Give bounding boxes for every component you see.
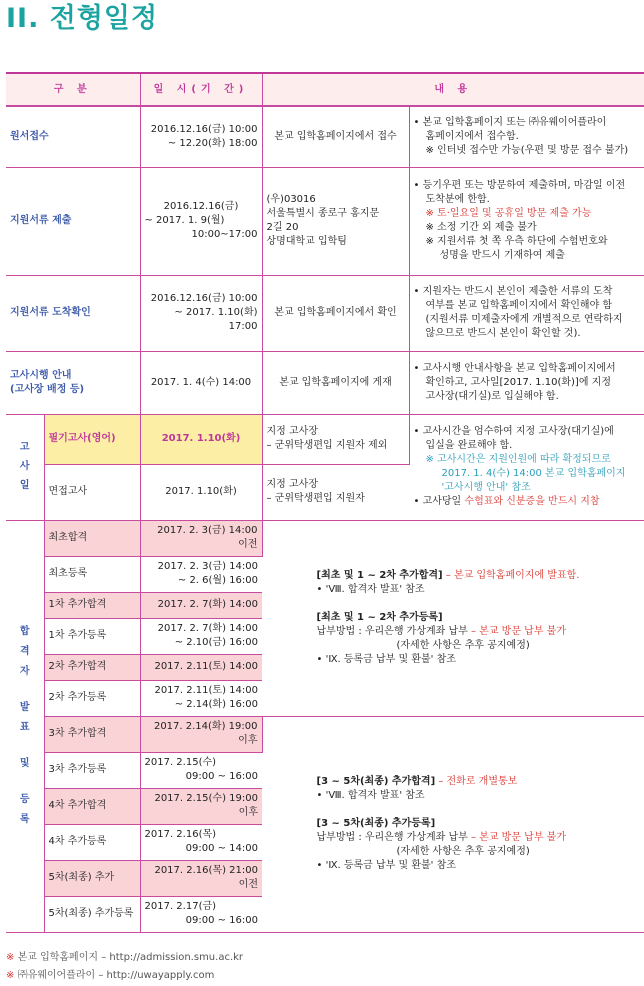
row-notes bbox=[409, 275, 644, 351]
note-line bbox=[414, 495, 641, 509]
note-line: ※ 소정 기간 외 제출 불가 bbox=[425, 222, 537, 233]
exam-group-label bbox=[6, 414, 44, 520]
result-date bbox=[140, 752, 262, 788]
date-line: 2017. 2.16(목) bbox=[144, 829, 217, 840]
table-row bbox=[6, 167, 644, 275]
written-exam-date: 2017. 1.10(화) bbox=[140, 414, 262, 464]
row-address bbox=[262, 167, 409, 275]
note-line bbox=[317, 831, 641, 845]
category-line: 고사시행 안내 bbox=[10, 369, 72, 381]
note-highlight: – 본교 방문 납부 불가 bbox=[467, 626, 567, 637]
vertical-char: 등 bbox=[19, 794, 30, 805]
note-mark: ※ bbox=[6, 952, 15, 963]
note-line: • 고사시간을 엄수하여 지정 고사장(대기실)에 bbox=[413, 426, 614, 437]
row-category: 지원서류 도착확인 bbox=[6, 275, 140, 351]
result-date bbox=[140, 556, 262, 592]
address-line: 상명대학교 입학팀 bbox=[266, 236, 347, 247]
note-heading: [3 ~ 5차(최종) 추가등록] bbox=[316, 818, 436, 829]
header-content: 내 용 bbox=[262, 74, 644, 106]
date-line: 2017. 2.14(화) 19:00 bbox=[153, 721, 258, 732]
vertical-char: 표 bbox=[19, 722, 30, 733]
note-line: • 'Ⅷ. 합격자 발표' 참조 bbox=[316, 584, 425, 595]
place-line: 지정 고사장 bbox=[266, 426, 318, 437]
date-line: 2017. 2. 3(금) 14:00 bbox=[157, 525, 258, 536]
note-heading: [최초 및 1 ~ 2차 추가등록] bbox=[316, 612, 443, 623]
table-row bbox=[6, 351, 644, 414]
date-line: 10:00~17:00 bbox=[191, 229, 258, 240]
note-line: ※ 지원서류 첫 쪽 우측 하단에 수험번호와 bbox=[425, 236, 608, 247]
result-date bbox=[140, 824, 262, 860]
date-line: 2017. 2.15(수) bbox=[144, 757, 217, 768]
result-notes-a bbox=[262, 520, 644, 716]
result-label: 3차 추가합격 bbox=[44, 716, 140, 752]
result-notes-b bbox=[262, 716, 644, 932]
date-line: ~ 2017. 1. 9(월) bbox=[144, 215, 225, 226]
row-method: 본교 입학홈페이지에 게재 bbox=[262, 351, 409, 414]
note-line: • 지원자는 반드시 본인이 제출한 서류의 도착 bbox=[413, 286, 613, 297]
vertical-char: 격 bbox=[19, 646, 30, 657]
result-date bbox=[140, 680, 262, 716]
date-line: 09:00 ~ 16:00 bbox=[185, 771, 258, 782]
row-notes bbox=[409, 106, 644, 167]
note-line: • 본교 입학홈페이지 또는 ㈜유웨이어플라이 bbox=[413, 116, 607, 128]
place-line: – 군위탁생편입 지원자 제외 bbox=[266, 440, 388, 451]
note-line: 입실을 완료해야 함. bbox=[425, 440, 513, 451]
page-title: II. 전형일정 bbox=[6, 3, 159, 34]
row-category bbox=[6, 351, 140, 414]
vertical-char: 및 bbox=[19, 758, 30, 769]
footer-line-uway bbox=[6, 966, 214, 981]
note-mark: ※ bbox=[6, 970, 15, 981]
note-heading: [최초 및 1 ~ 2차 추가합격] bbox=[316, 570, 443, 581]
vertical-char: 발 bbox=[19, 702, 30, 713]
note-line: 도착분에 한함. bbox=[425, 194, 490, 205]
result-label: 최초합격 bbox=[44, 520, 140, 556]
header-category: 구 분 bbox=[6, 74, 140, 106]
result-date bbox=[140, 520, 262, 556]
note-line: (자세한 사항은 추후 공지예정) bbox=[396, 846, 530, 857]
category-line: (고사장 배정 등) bbox=[10, 383, 85, 395]
result-label: 1차 추가등록 bbox=[44, 618, 140, 654]
uway-link[interactable]: ㈜유웨이어플라이 – http://uwayapply.com bbox=[17, 970, 215, 981]
result-label: 5차(최종) 추가등록 bbox=[44, 896, 140, 932]
note-line: • 'Ⅸ. 등록금 납부 및 환불' 참조 bbox=[316, 654, 456, 665]
vertical-char: 일 bbox=[19, 480, 30, 491]
note-line bbox=[317, 775, 641, 789]
row-date bbox=[140, 167, 262, 275]
vertical-char: 록 bbox=[19, 814, 30, 825]
vertical-char: 사 bbox=[19, 461, 30, 472]
note-line: • 'Ⅷ. 합격자 발표' 참조 bbox=[316, 790, 425, 801]
table-row bbox=[6, 106, 644, 167]
header-date: 일 시(기 간) bbox=[140, 74, 262, 106]
row-method: 본교 입학홈페이지에서 접수 bbox=[262, 106, 409, 167]
result-group-label bbox=[6, 520, 44, 932]
interview-place bbox=[262, 464, 409, 520]
note-line: ※ 고사시간은 지원인원에 따라 확정되므로 bbox=[425, 454, 611, 465]
row-method: 본교 입학홈페이지에서 확인 bbox=[262, 275, 409, 351]
date-line: 2017. 2.16(목) 21:00 bbox=[154, 865, 258, 876]
schedule-table bbox=[6, 74, 644, 933]
exam-notes bbox=[409, 414, 644, 520]
result-label: 2차 추가등록 bbox=[44, 680, 140, 716]
date-line: ~ 12.20(화) 18:00 bbox=[167, 137, 258, 149]
note-text: 납부방법 : 우리은행 가상계좌 납부 bbox=[316, 832, 468, 843]
date-line: 2017. 2.15(수) 19:00 bbox=[154, 793, 258, 804]
note-line: 여부를 본교 입학홈페이지에서 확인해야 함 bbox=[425, 300, 613, 311]
date-line: 2017. 2. 7(화) 14:00 bbox=[157, 623, 258, 634]
row-category: 지원서류 제출 bbox=[6, 167, 140, 275]
note-text: 납부방법 : 우리은행 가상계좌 납부 bbox=[316, 626, 468, 637]
note-highlight: – 본교 입학홈페이지에 발표함. bbox=[442, 570, 580, 581]
address-line: 2길 20 bbox=[266, 222, 299, 233]
result-label: 4차 추가합격 bbox=[44, 788, 140, 824]
date-line: 2017. 2. 3(금) 14:00 bbox=[157, 561, 258, 572]
result-date bbox=[140, 896, 262, 932]
date-line: 2017. 2.17(금) bbox=[144, 901, 217, 912]
place-line: 지정 고사장 bbox=[266, 479, 318, 490]
written-exam-place bbox=[262, 414, 409, 464]
result-label: 5차(최종) 추가 bbox=[44, 860, 140, 896]
note-line: 않으므로 반드시 본인이 확인할 것). bbox=[425, 328, 581, 339]
date-line: 09:00 ~ 16:00 bbox=[185, 915, 258, 926]
note-line: • 고사시행 안내사항을 본교 입학홈페이지에서 bbox=[413, 362, 616, 374]
date-line: ~ 2.14(화) 16:00 bbox=[174, 699, 258, 710]
result-label: 2차 추가합격 bbox=[44, 654, 140, 680]
result-date: 2017. 2. 7(화) 14:00 bbox=[140, 592, 262, 618]
date-line: ~ 2.10(금) 16:00 bbox=[174, 637, 258, 648]
note-line: • 'Ⅸ. 등록금 납부 및 환불' 참조 bbox=[316, 860, 456, 871]
result-label: 최초등록 bbox=[44, 556, 140, 592]
table-row bbox=[6, 275, 644, 351]
note-highlight: – 본교 방문 납부 불가 bbox=[467, 832, 567, 843]
note-line: ※ 인터넷 접수만 가능(우편 및 방문 접수 불가) bbox=[425, 144, 629, 156]
note-line bbox=[317, 625, 641, 639]
note-line: ※ 토·일요일 및 공휴일 방문 제출 가능 bbox=[425, 208, 592, 219]
date-line: 2016.12.16(금) 10:00 bbox=[150, 293, 258, 304]
table-row bbox=[6, 520, 644, 556]
homepage-link[interactable]: 본교 입학홈페이지 – http://admission.smu.ac.kr bbox=[17, 952, 244, 963]
result-label: 4차 추가등록 bbox=[44, 824, 140, 860]
note-line: • 등기우편 또는 방문하여 제출하며, 마감일 이전 bbox=[413, 180, 626, 191]
vertical-char: 고 bbox=[19, 442, 30, 453]
row-date bbox=[140, 106, 262, 167]
place-line: – 군위탁생편입 지원자 bbox=[266, 493, 365, 504]
note-line: 2017. 1. 4(수) 14:00 본교 입학홈페이지 bbox=[441, 468, 626, 479]
note-line: (자세한 사항은 추후 공지예정) bbox=[396, 640, 530, 651]
footer-line-homepage bbox=[6, 948, 243, 963]
note-highlight: 수험표와 신분증을 반드시 지참 bbox=[464, 496, 600, 507]
note-line: (지원서류 미제출자에게 개별적으로 연락하지 bbox=[425, 314, 623, 325]
row-notes bbox=[409, 167, 644, 275]
date-line: 이전 bbox=[238, 539, 258, 550]
date-line: 2016.12.16(금) 10:00 bbox=[150, 123, 258, 135]
interview-label: 면접고사 bbox=[44, 464, 140, 520]
date-line: ~ 2. 6(월) 16:00 bbox=[177, 575, 258, 586]
note-heading: [3 ~ 5차(최종) 추가합격] bbox=[316, 776, 436, 787]
date-line: 이후 bbox=[238, 807, 258, 818]
interview-date: 2017. 1.10(화) bbox=[140, 464, 262, 520]
date-line: 09:00 ~ 14:00 bbox=[185, 843, 258, 854]
vertical-char: 합 bbox=[19, 626, 30, 637]
result-label: 1차 추가합격 bbox=[44, 592, 140, 618]
result-date bbox=[140, 716, 262, 752]
date-line: 2017. 2.11(토) 14:00 bbox=[154, 685, 258, 696]
note-line: 홈페이지에서 접수함. bbox=[425, 130, 519, 142]
note-line: 성명을 반드시 기재하여 제출 bbox=[439, 250, 565, 261]
date-line: 이후 bbox=[238, 735, 258, 746]
row-date: 2017. 1. 4(수) 14:00 bbox=[140, 351, 262, 414]
result-date bbox=[140, 860, 262, 896]
date-line: ~ 2017. 1.10(화) 17:00 bbox=[174, 307, 258, 332]
table-row bbox=[6, 716, 644, 752]
row-date bbox=[140, 275, 262, 351]
note-line: '고사시행 안내' 참조 bbox=[441, 482, 531, 493]
row-notes bbox=[409, 351, 644, 414]
note-line bbox=[317, 569, 641, 583]
row-category: 원서접수 bbox=[6, 106, 140, 167]
table-header-row bbox=[6, 74, 644, 106]
result-date: 2017. 2.11(토) 14:00 bbox=[140, 654, 262, 680]
note-line: 고사장(대기실)로 입실해야 함. bbox=[425, 390, 559, 402]
result-label: 3차 추가등록 bbox=[44, 752, 140, 788]
address-line: 서울특별시 종로구 홍지문 bbox=[266, 208, 380, 219]
result-date bbox=[140, 788, 262, 824]
note-line: 확인하고, 고사일[2017. 1.10(화)]에 지정 bbox=[425, 376, 611, 388]
date-line: 이전 bbox=[238, 879, 258, 890]
table-row bbox=[6, 414, 644, 464]
note-highlight: – 전화로 개별통보 bbox=[435, 776, 518, 787]
address-line: (우)03016 bbox=[266, 194, 316, 205]
note-text: • 고사당일 bbox=[413, 496, 465, 507]
written-exam-label: 필기고사(영어) bbox=[44, 414, 140, 464]
date-line: 2016.12.16(금) bbox=[163, 201, 239, 212]
vertical-char: 자 bbox=[19, 666, 30, 677]
schedule-table-wrapper bbox=[6, 72, 644, 944]
result-date bbox=[140, 618, 262, 654]
